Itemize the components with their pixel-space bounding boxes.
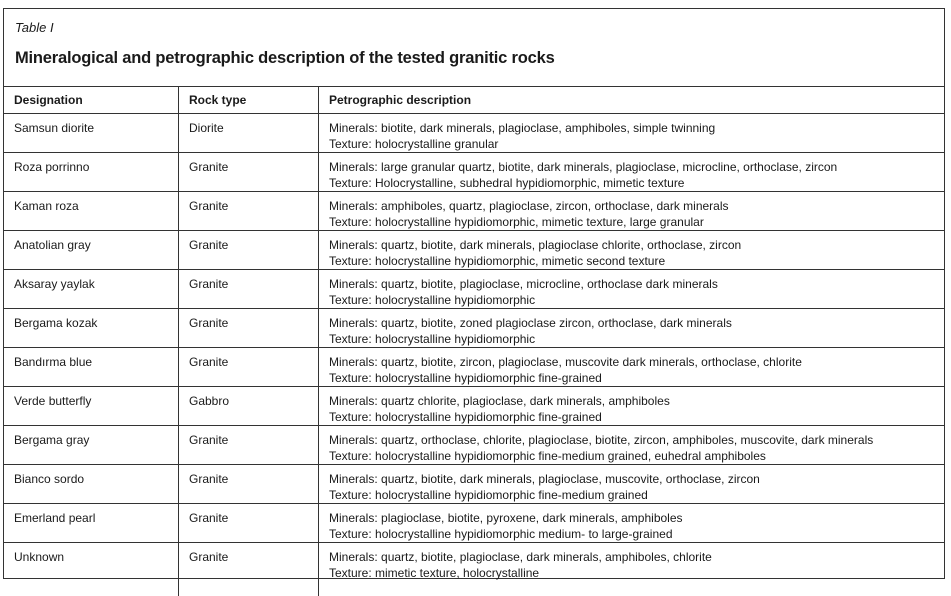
rock-type-cell: Granite [179,231,319,270]
description-cell [319,426,945,465]
texture-text: Texture: holocrystalline hypidiomorphic, mimetic texture, large granular [329,215,704,229]
minerals-text: Minerals: large granular quartz, biotite, dark minerals, plagioclase, microcline, orthoclase, zircon [329,160,838,174]
designation-cell: Unknown [4,543,179,596]
table-title: Mineralogical and petrographic description of the tested granitic rocks [15,49,555,67]
rock-type-cell: Granite [179,348,319,387]
designation-cell: Bergama kozak [4,309,179,348]
rock-type-cell: Granite [179,153,319,192]
minerals-text: Minerals: quartz, orthoclase, chlorite, plagioclase, biotite, zircon, amphiboles, muscovite, dark minerals [329,433,874,447]
description-cell [319,192,945,231]
minerals-text: Minerals: quartz, biotite, dark minerals, plagioclase chlorite, orthoclase, zircon [329,238,742,252]
texture-text: Texture: mimetic texture, holocrystalline [329,566,540,580]
designation-cell: Bandırma blue [4,348,179,387]
texture-text: Texture: holocrystalline hypidiomorphic fine-grained [329,410,602,424]
minerals-text: Minerals: biotite, dark minerals, plagioclase, amphiboles, simple twinning [329,121,716,135]
designation-cell: Kaman roza [4,192,179,231]
column-header-description: Petrographic description [319,87,945,114]
designation-cell: Verde butterfly [4,387,179,426]
table-row [4,309,944,348]
header-row [4,87,944,114]
texture-text: Texture: holocrystalline hypidiomorphic, mimetic second texture [329,254,666,268]
rock-type-cell: Granite [179,309,319,348]
minerals-text: Minerals: quartz, biotite, zoned plagioclase zircon, orthoclase, dark minerals [329,316,732,330]
rock-type-cell: Gabbro [179,387,319,426]
minerals-text: Minerals: quartz, biotite, plagioclase, microcline, orthoclase dark minerals [329,277,718,291]
description-cell [319,309,945,348]
designation-cell: Samsun diorite [4,114,179,153]
texture-text: Texture: holocrystalline hypidiomorphic [329,293,536,307]
minerals-text: Minerals: quartz, biotite, dark minerals, plagioclase, muscovite, orthoclase, zircon [329,472,760,486]
description-cell [319,114,945,153]
petrography-table [4,86,944,596]
texture-text: Texture: holocrystalline hypidiomorphic [329,332,536,346]
table-row [4,543,944,596]
table-row [4,231,944,270]
texture-text: Texture: holocrystalline hypidiomorphic fine-grained [329,371,602,385]
rock-type-cell: Granite [179,543,319,596]
rock-type-cell: Granite [179,504,319,543]
table-row [4,192,944,231]
rock-type-cell: Granite [179,426,319,465]
minerals-text: Minerals: quartz, biotite, zircon, plagioclase, muscovite dark minerals, orthoclase, chlorite [329,355,802,369]
designation-cell: Aksaray yaylak [4,270,179,309]
rock-type-cell: Granite [179,465,319,504]
texture-text: Texture: holocrystalline granular [329,137,499,151]
rock-type-cell: Granite [179,270,319,309]
description-cell [319,504,945,543]
table-row [4,426,944,465]
designation-cell: Anatolian gray [4,231,179,270]
table-row [4,270,944,309]
texture-text: Texture: holocrystalline hypidiomorphic medium- to large-grained [329,527,673,541]
designation-cell: Bergama gray [4,426,179,465]
minerals-text: Minerals: amphiboles, quartz, plagioclase, zircon, orthoclase, dark minerals [329,199,729,213]
description-cell [319,270,945,309]
minerals-text: Minerals: plagioclase, biotite, pyroxene, dark minerals, amphiboles [329,511,683,525]
column-header-designation: Designation [4,87,179,114]
designation-cell: Bianco sordo [4,465,179,504]
texture-text: Texture: holocrystalline hypidiomorphic fine-medium grained, euhedral amphiboles [329,449,766,463]
table-row [4,387,944,426]
designation-cell: Roza porrinno [4,153,179,192]
column-header-rock-type: Rock type [179,87,319,114]
table-frame [3,8,945,579]
texture-text: Texture: Holocrystalline, subhedral hypidiomorphic, mimetic texture [329,176,685,190]
texture-text: Texture: holocrystalline hypidiomorphic fine-medium grained [329,488,648,502]
rock-type-cell: Granite [179,192,319,231]
description-cell [319,543,945,596]
table-row [4,504,944,543]
rock-type-cell: Diorite [179,114,319,153]
table-row [4,114,944,153]
table-row [4,153,944,192]
table-row [4,348,944,387]
designation-cell: Emerland pearl [4,504,179,543]
description-cell [319,465,945,504]
description-cell [319,348,945,387]
description-cell [319,153,945,192]
table-label: Table I [15,20,54,35]
description-cell [319,231,945,270]
minerals-text: Minerals: quartz chlorite, plagioclase, dark minerals, amphiboles [329,394,670,408]
description-cell [319,387,945,426]
table-row [4,465,944,504]
minerals-text: Minerals: quartz, biotite, plagioclase, dark minerals, amphiboles, chlorite [329,550,712,564]
